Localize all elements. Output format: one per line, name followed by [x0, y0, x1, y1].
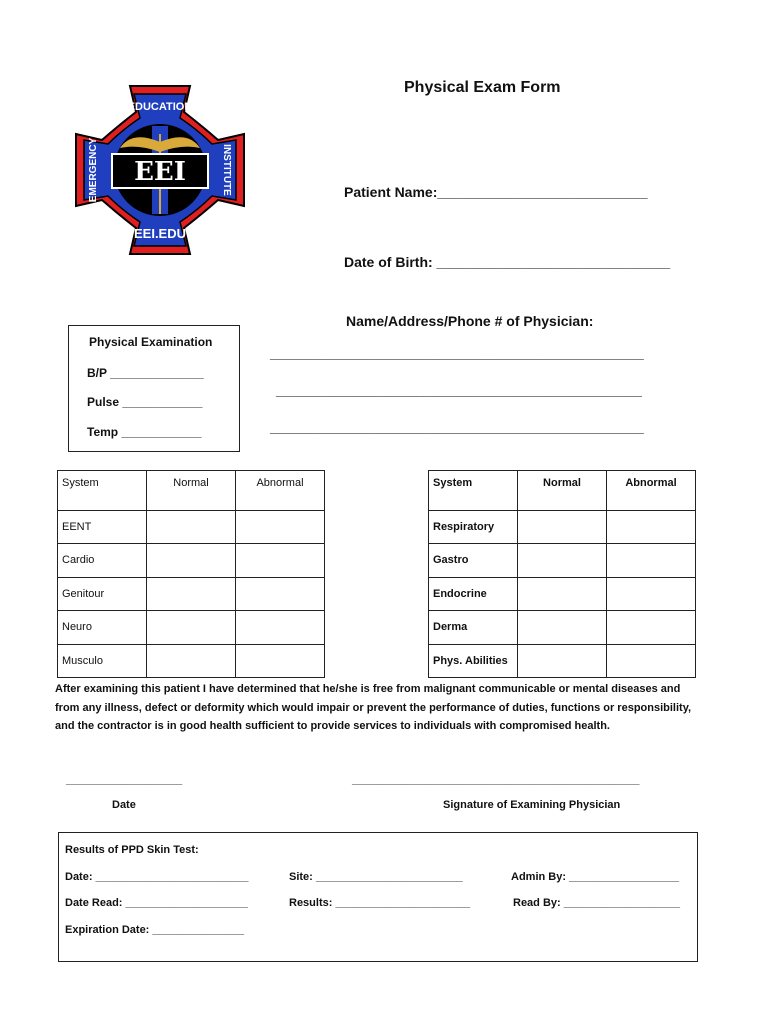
- normal-cell[interactable]: [147, 644, 236, 678]
- system-cell: EENT: [58, 510, 147, 544]
- logo-center-text: EEI: [134, 157, 186, 187]
- system-cell: Musculo: [58, 644, 147, 678]
- logo-left-text: EMERGENCY: [88, 137, 99, 203]
- statement-line-2: from any illness, defect or deformity which would impair or prevent the performance of duties, functions or responsibility,: [55, 701, 692, 714]
- abnormal-cell[interactable]: [607, 644, 696, 678]
- table-header-row: [429, 471, 696, 511]
- table-row: [58, 577, 325, 611]
- header-system: System: [58, 471, 147, 511]
- abnormal-cell[interactable]: [607, 510, 696, 544]
- system-cell: Derma: [429, 611, 518, 645]
- normal-cell[interactable]: [147, 510, 236, 544]
- date-label: Date: [112, 799, 136, 811]
- system-cell: Cardio: [58, 544, 147, 578]
- ppd-read-by-field[interactable]: Read By: ___________________: [513, 897, 680, 909]
- dob-field[interactable]: Date of Birth: ______________________________: [344, 254, 671, 270]
- table-row: [429, 544, 696, 578]
- ppd-site-field[interactable]: Site: ________________________: [289, 871, 463, 883]
- statement-line-3: and the contractor is in good health sufficient to provide services to individuals with compromised health.: [55, 720, 610, 732]
- table-row: [58, 510, 325, 544]
- table-header-row: [58, 471, 325, 511]
- table-row: [58, 644, 325, 678]
- ppd-date-read-field[interactable]: Date Read: ____________________: [65, 897, 248, 909]
- system-cell: Endocrine: [429, 577, 518, 611]
- bp-field[interactable]: B/P ______________: [87, 366, 204, 380]
- physician-line-1[interactable]: ________________________________________________: [270, 345, 644, 361]
- pulse-field[interactable]: Pulse ____________: [87, 395, 203, 409]
- abnormal-cell[interactable]: [607, 544, 696, 578]
- header-system: System: [429, 471, 518, 511]
- table-row: [429, 577, 696, 611]
- normal-cell[interactable]: [518, 644, 607, 678]
- header-normal: Normal: [518, 471, 607, 511]
- ppd-heading: Results of PPD Skin Test:: [65, 844, 199, 856]
- logo-right-text: INSTITUTE: [221, 144, 232, 196]
- abnormal-cell[interactable]: [236, 577, 325, 611]
- header-abnormal: Abnormal: [236, 471, 325, 511]
- system-cell: Phys. Abilities: [429, 644, 518, 678]
- table-row: [58, 544, 325, 578]
- abnormal-cell[interactable]: [236, 644, 325, 678]
- header-abnormal: Abnormal: [607, 471, 696, 511]
- table-row: [429, 644, 696, 678]
- date-signature-line[interactable]: ___________________: [66, 774, 183, 786]
- normal-cell[interactable]: [147, 577, 236, 611]
- left-system-table: [57, 470, 325, 678]
- patient-name-field[interactable]: Patient Name:___________________________: [344, 184, 648, 200]
- table-row: [58, 611, 325, 645]
- logo-top-text: EDUCATION: [127, 101, 193, 113]
- physical-exam-box: [68, 325, 240, 452]
- physician-signature-line[interactable]: _______________________________________________: [352, 774, 640, 786]
- ppd-results-field[interactable]: Results: ______________________: [289, 897, 471, 909]
- system-cell: Gastro: [429, 544, 518, 578]
- normal-cell[interactable]: [518, 510, 607, 544]
- ppd-results-box: [58, 832, 698, 962]
- ppd-expiration-field[interactable]: Expiration Date: _______________: [65, 924, 245, 936]
- eei-logo: [72, 82, 248, 258]
- abnormal-cell[interactable]: [607, 611, 696, 645]
- statement-line-1: After examining this patient I have determined that he/she is free from malignant communicable or mental diseases and: [55, 683, 681, 695]
- normal-cell[interactable]: [147, 611, 236, 645]
- normal-cell[interactable]: [518, 577, 607, 611]
- abnormal-cell[interactable]: [236, 544, 325, 578]
- ppd-admin-by-field[interactable]: Admin By: __________________: [511, 871, 680, 883]
- right-system-table: [428, 470, 696, 678]
- table-row: [429, 611, 696, 645]
- abnormal-cell[interactable]: [236, 611, 325, 645]
- normal-cell[interactable]: [518, 611, 607, 645]
- physician-label: Name/Address/Phone # of Physician:: [346, 313, 594, 329]
- physical-exam-heading: Physical Examination: [89, 335, 213, 349]
- physician-line-2[interactable]: _______________________________________________: [276, 382, 642, 398]
- system-cell: Neuro: [58, 611, 147, 645]
- table-row: [429, 510, 696, 544]
- abnormal-cell[interactable]: [607, 577, 696, 611]
- normal-cell[interactable]: [518, 544, 607, 578]
- normal-cell[interactable]: [147, 544, 236, 578]
- header-normal: Normal: [147, 471, 236, 511]
- page-title: Physical Exam Form: [404, 79, 561, 96]
- abnormal-cell[interactable]: [236, 510, 325, 544]
- physician-line-3[interactable]: ________________________________________________: [270, 419, 644, 435]
- logo-bottom-text: EEI.EDU: [133, 226, 187, 241]
- certification-statement: [55, 680, 715, 736]
- system-cell: Respiratory: [429, 510, 518, 544]
- physician-signature-label: Signature of Examining Physician: [443, 799, 621, 811]
- ppd-date-field[interactable]: Date: _________________________: [65, 871, 249, 883]
- temp-field[interactable]: Temp ____________: [87, 425, 202, 439]
- system-cell: Genitour: [58, 577, 147, 611]
